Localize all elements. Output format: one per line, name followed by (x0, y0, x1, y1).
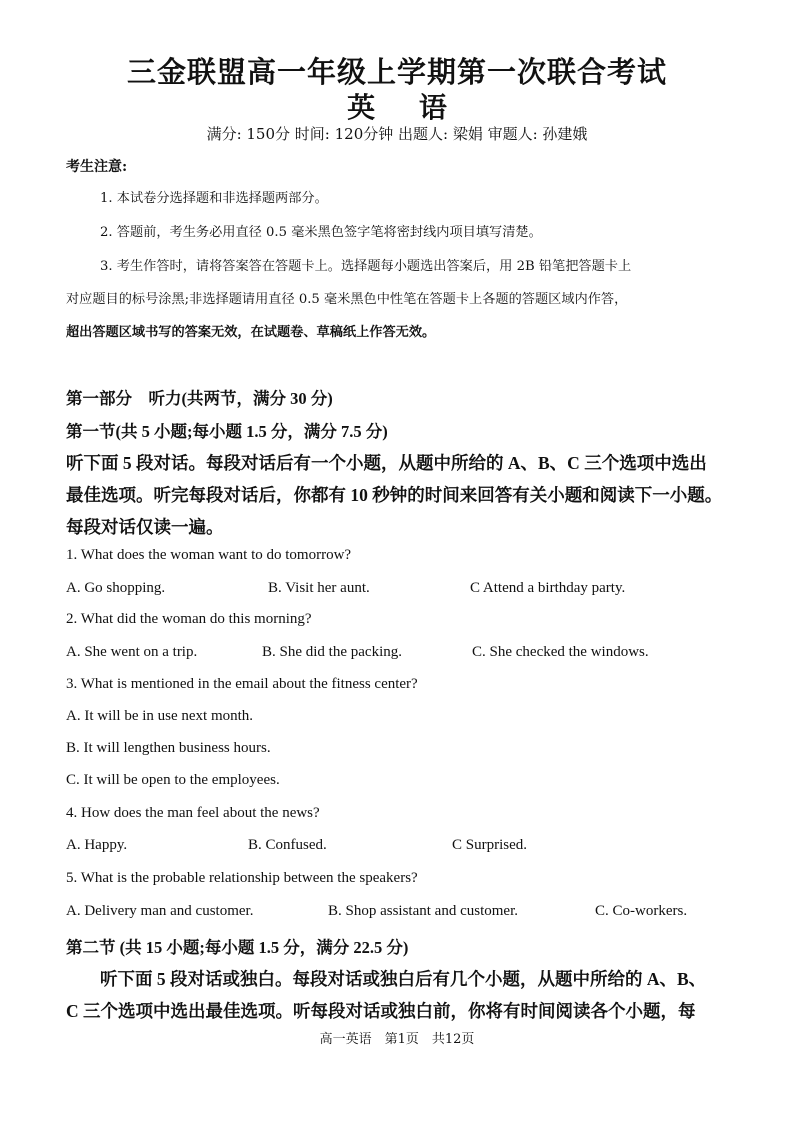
option-a: A. It will be in use next month. (66, 708, 254, 724)
option-b: B. Visit her aunt. (268, 580, 370, 596)
section1-instruction: 听下面 5 段对话。每段对话后有一个小题，从题中所给的 A、B、C 三个选项中选出 (66, 453, 707, 473)
section2-heading: 第二节 (共 15 小题;每小题 1.5 分，满分 22.5 分) (66, 938, 409, 957)
section1-instruction: 每段对话仅读一遍。 (66, 517, 224, 537)
option-b: B. She did the packing. (262, 644, 402, 660)
notice-item: 对应题目的标号涂黑;非选择题请用直径 0.5 毫米黑色中性笔在答题卡上各题的答题区域内作答， (66, 292, 628, 307)
notice-item: 超出答题区域书写的答案无效，在试题卷、草稿纸上作答无效。 (66, 325, 436, 340)
option-a: A. Delivery man and customer. (66, 903, 254, 919)
question-stem: 2. What did the woman do this morning? (66, 611, 312, 627)
page-footer: 高一英语 第1页 共12页 (319, 1032, 475, 1047)
section1-instruction: 最佳选项。听完每段对话后，你都有 10 秒钟的时间来回答有关小题和阅读下一小题。 (66, 485, 723, 505)
option-b: B. Shop assistant and customer. (328, 903, 518, 919)
section1-heading: 第一节(共 5 小题;每小题 1.5 分，满分 7.5 分) (66, 422, 388, 441)
option-b: B. Confused. (248, 837, 327, 853)
notice-heading: 考生注意: (66, 159, 128, 175)
option-c: C Surprised. (452, 837, 527, 853)
part1-heading: 第一部分 听力(共两节，满分 30 分) (66, 389, 333, 408)
option-c: C. Co-workers. (595, 903, 688, 919)
option-a: A. Go shopping. (66, 580, 166, 596)
question-stem: 3. What is mentioned in the email about the fitness center? (66, 676, 418, 692)
notice-item: 2. 答题前，考生务必用直径 0.5 毫米黑色签字笔将密封线内项目填写清楚。 (100, 225, 542, 240)
option-a: A. She went on a trip. (66, 644, 198, 660)
notice-item: 3. 考生作答时，请将答案答在答题卡上。选择题每小题选出答案后，用 2B 铅笔把答题卡上 (100, 259, 632, 274)
option-c: C Attend a birthday party. (470, 580, 626, 596)
question-stem: 4. How does the man feel about the news? (66, 805, 320, 821)
notice-item: 1. 本试卷分选择题和非选择题两部分。 (100, 191, 328, 206)
option-a: A. Happy. (66, 837, 128, 853)
section2-instruction: 听下面 5 段对话或独白。每段对话或独白后有几个小题，从题中所给的 A、B、 (100, 969, 707, 989)
question-stem: 5. What is the probable relationship between the speakers? (66, 870, 418, 886)
option-c: C. It will be open to the employees. (66, 772, 280, 788)
section2-instruction: C 三个选项中选出最佳选项。听每段对话或独白前，你将有时间阅读各个小题，每 (66, 1001, 696, 1021)
exam-title: 三金联盟高一年级上学期第一次联合考试 (126, 55, 667, 89)
option-c: C. She checked the windows. (472, 644, 649, 660)
question-stem: 1. What does the woman want to do tomorrow? (66, 547, 352, 563)
exam-subject: 英 语 (347, 91, 447, 124)
exam-meta: 满分: 150分 时间: 120分钟 出题人: 梁娟 审题人: 孙建娥 (206, 125, 588, 143)
option-b: B. It will lengthen business hours. (66, 740, 271, 756)
